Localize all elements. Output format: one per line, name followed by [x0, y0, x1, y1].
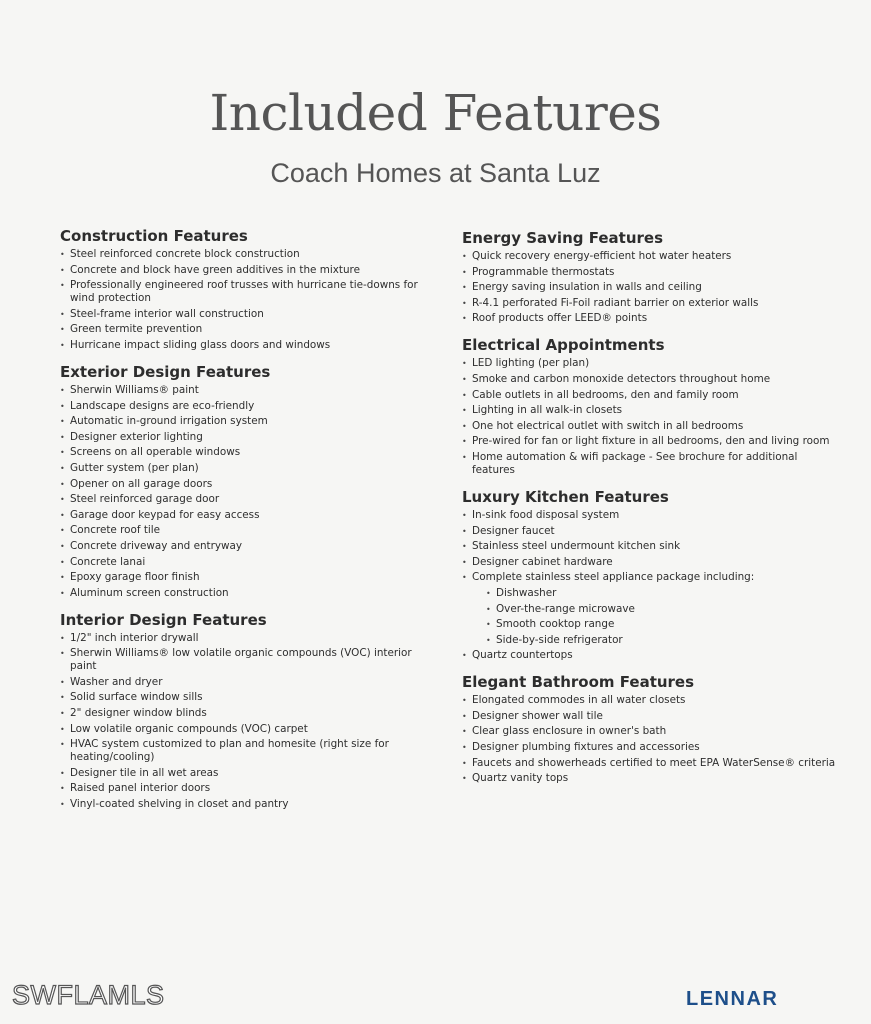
- list-item: • Garage door keypad for easy access: [60, 509, 440, 522]
- section-energy-saving-features: [462, 228, 842, 325]
- list-item: • Concrete lanai: [60, 556, 440, 569]
- list-item: • Smoke and carbon monoxide detectors throughout home: [462, 373, 842, 386]
- list-item: • Aluminum screen construction: [60, 587, 440, 600]
- list-item: • Sherwin Williams® low volatile organic compounds (VOC) interior paint: [60, 647, 440, 673]
- list-item: • Screens on all operable windows: [60, 446, 440, 459]
- feature-list: [60, 248, 440, 352]
- list-item: • LED lighting (per plan): [462, 357, 842, 370]
- section-heading: Elegant Bathroom Features: [462, 673, 695, 692]
- list-item: • Steel reinforced concrete block construction: [60, 248, 440, 261]
- section-heading: Luxury Kitchen Features: [462, 487, 669, 506]
- section-construction-features: [60, 226, 440, 352]
- list-item: • Raised panel interior doors: [60, 782, 440, 795]
- list-item: • Green termite prevention: [60, 323, 440, 336]
- feature-list: [462, 357, 842, 477]
- section-heading: Interior Design Features: [60, 610, 267, 629]
- list-item: • Washer and dryer: [60, 676, 440, 689]
- list-item: • Home automation & wifi package - See brochure for additional features: [462, 451, 842, 477]
- section-heading: Exterior Design Features: [60, 362, 271, 381]
- appliance-item: • Over-the-range microwave: [462, 603, 842, 616]
- feature-list: [462, 250, 842, 325]
- list-item: • Opener on all garage doors: [60, 478, 440, 491]
- list-item: • Stainless steel undermount kitchen sink: [462, 540, 842, 553]
- right-column: [462, 228, 842, 795]
- appliance-item: • Side-by-side refrigerator: [462, 634, 842, 647]
- left-column: [60, 226, 440, 821]
- list-item: • Professionally engineered roof trusses with hurricane tie-downs for wind protection: [60, 279, 440, 305]
- section-electrical-appointments: [462, 335, 842, 477]
- list-item: • Solid surface window sills: [60, 691, 440, 704]
- list-item: • 1/2" inch interior drywall: [60, 632, 440, 645]
- watermark: SWFLAMLS: [12, 980, 165, 1010]
- list-item: • Epoxy garage floor finish: [60, 571, 440, 584]
- section-elegant-bathroom-features: [462, 672, 842, 785]
- section-luxury-kitchen-features: [462, 487, 842, 662]
- list-item: • Complete stainless steel appliance package including:: [462, 571, 842, 584]
- list-item: • Quartz vanity tops: [462, 772, 842, 785]
- page-subtitle: Coach Homes at Santa Luz: [270, 158, 601, 188]
- list-item: • Energy saving insulation in walls and ceiling: [462, 281, 842, 294]
- list-item: • Programmable thermostats: [462, 266, 842, 279]
- list-item: • R-4.1 perforated Fi-Foil radiant barrier on exterior walls: [462, 297, 842, 310]
- list-item: • Steel reinforced garage door: [60, 493, 440, 506]
- list-item: • Concrete roof tile: [60, 524, 440, 537]
- list-item: • Designer shower wall tile: [462, 710, 842, 723]
- appliance-item: • Smooth cooktop range: [462, 618, 842, 631]
- section-heading: Electrical Appointments: [462, 336, 665, 355]
- list-item: • Pre-wired for fan or light fixture in all bedrooms, den and living room: [462, 435, 842, 448]
- section-heading: Energy Saving Features: [462, 229, 663, 247]
- feature-list: [60, 384, 440, 600]
- page-title: Included Features: [209, 84, 662, 142]
- list-item: • Designer faucet: [462, 525, 842, 538]
- list-item: • HVAC system customized to plan and homesite (right size for heating/cooling): [60, 738, 440, 764]
- list-item: • Elongated commodes in all water closets: [462, 694, 842, 707]
- list-item: • Concrete driveway and entryway: [60, 540, 440, 553]
- feature-list: [60, 632, 440, 811]
- list-item: • 2" designer window blinds: [60, 707, 440, 720]
- list-item: • Designer tile in all wet areas: [60, 767, 440, 780]
- list-item: • Steel-frame interior wall construction: [60, 308, 440, 321]
- list-item: • Quartz countertops: [462, 649, 842, 662]
- list-item: • Designer cabinet hardware: [462, 556, 842, 569]
- section-exterior-design-features: [60, 362, 440, 600]
- appliance-item: • Dishwasher: [462, 587, 842, 600]
- list-item: • Cable outlets in all bedrooms, den and family room: [462, 389, 842, 402]
- list-item: • Gutter system (per plan): [60, 462, 440, 475]
- list-item: • Faucets and showerheads certified to meet EPA WaterSense® criteria: [462, 757, 842, 770]
- list-item: • Low volatile organic compounds (VOC) carpet: [60, 723, 440, 736]
- list-item: • Clear glass enclosure in owner's bath: [462, 725, 842, 738]
- list-item: • Concrete and block have green additives in the mixture: [60, 264, 440, 277]
- list-item: • Designer exterior lighting: [60, 431, 440, 444]
- list-item: • Vinyl-coated shelving in closet and pantry: [60, 798, 440, 811]
- list-item: • Landscape designs are eco-friendly: [60, 400, 440, 413]
- list-item: • Automatic in-ground irrigation system: [60, 415, 440, 428]
- list-item: • Hurricane impact sliding glass doors and windows: [60, 339, 440, 352]
- list-item: • In-sink food disposal system: [462, 509, 842, 522]
- list-item: • Lighting in all walk-in closets: [462, 404, 842, 417]
- section-heading: Construction Features: [60, 227, 248, 245]
- list-item: • Sherwin Williams® paint: [60, 384, 440, 397]
- list-item: • Designer plumbing fixtures and accessories: [462, 741, 842, 754]
- brand-logo: LENNAR: [686, 988, 779, 1010]
- list-item: • One hot electrical outlet with switch in all bedrooms: [462, 420, 842, 433]
- list-item: • Quick recovery energy-efficient hot water heaters: [462, 250, 842, 263]
- section-interior-design-features: [60, 610, 440, 811]
- feature-list: [462, 509, 842, 662]
- list-item: • Roof products offer LEED® points: [462, 312, 842, 325]
- feature-list: [462, 694, 842, 785]
